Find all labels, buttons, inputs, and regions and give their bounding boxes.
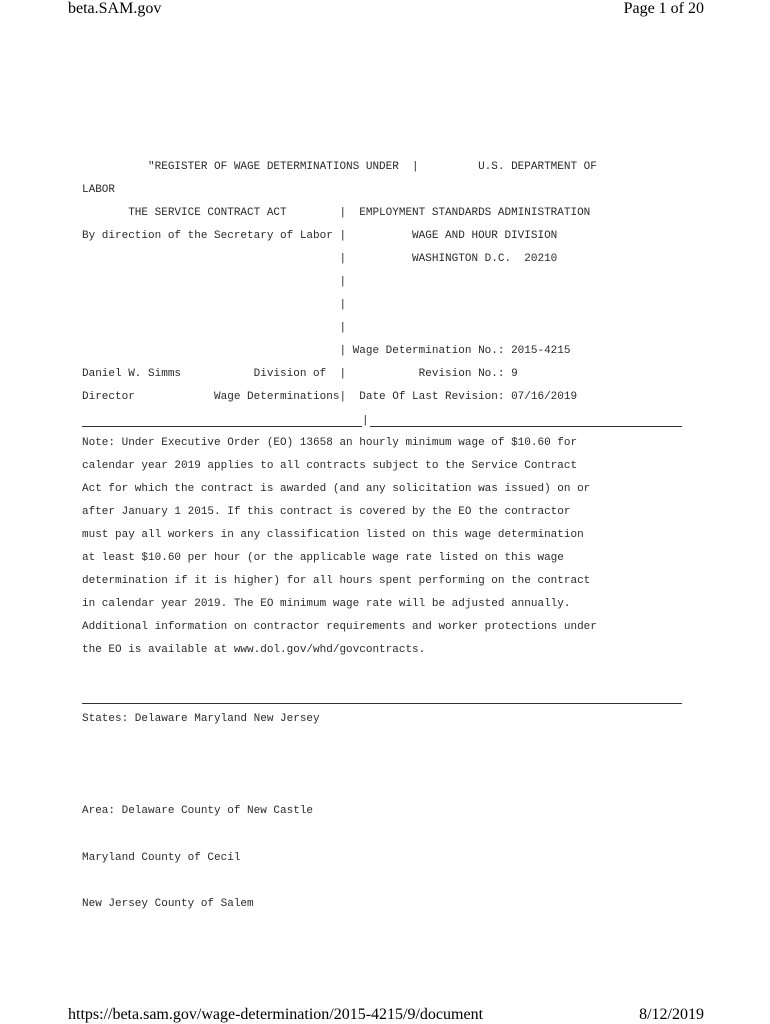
area-line: Area: Delaware County of New Castle	[82, 805, 314, 817]
note-line: calendar year 2019 applies to all contracts subject to the Service Contract	[82, 460, 578, 472]
note-line: Note: Under Executive Order (EO) 13658 an hourly minimum wage of $10.60 for	[82, 437, 578, 449]
page-indicator: Page 1 of 20	[623, 0, 704, 17]
heading-line: "REGISTER OF WAGE DETERMINATIONS UNDER | U.S. DEPARTMENT OF	[82, 161, 597, 173]
heading-line: By direction of the Secretary of Labor | WAGE AND HOUR DIVISION	[82, 230, 558, 242]
heading-line: THE SERVICE CONTRACT ACT | EMPLOYMENT STANDARDS ADMINISTRATION	[82, 207, 591, 219]
footer-url: https://beta.sam.gov/wage-determination/2015-4215/9/document	[68, 1006, 484, 1023]
heading-rule-divider: |	[362, 415, 369, 427]
heading-rule-left	[82, 426, 362, 427]
note-line: in calendar year 2019. The EO minimum wage rate will be adjusted annually.	[82, 598, 571, 610]
heading-line: Daniel W. Simms Division of | Revision No.: 9	[82, 368, 518, 380]
heading-line: | Wage Determination No.: 2015-4215	[82, 345, 571, 357]
heading-line: |	[82, 299, 347, 311]
heading-line: LABOR	[82, 184, 116, 196]
note-line: at least $10.60 per hour (or the applicable wage rate listed on this wage	[82, 552, 564, 564]
footer-date: 8/12/2019	[639, 1006, 704, 1023]
area-line: Maryland County of Cecil	[82, 852, 241, 864]
heading-rule-right	[370, 426, 682, 427]
header-site-name: beta.SAM.gov	[68, 0, 162, 17]
heading-line: |	[82, 276, 347, 288]
section-rule	[82, 703, 682, 704]
heading-line: |	[82, 322, 347, 334]
note-line: the EO is available at www.dol.gov/whd/govcontracts.	[82, 644, 426, 656]
note-line: Additional information on contractor requirements and worker protections under	[82, 621, 597, 633]
area-line: New Jersey County of Salem	[82, 898, 254, 910]
heading-line: | WASHINGTON D.C. 20210	[82, 253, 558, 265]
note-line: after January 1 2015. If this contract is covered by the EO the contractor	[82, 506, 571, 518]
heading-line: Director Wage Determinations| Date Of Last Revision: 07/16/2019	[82, 391, 578, 403]
note-line: determination if it is higher) for all hours spent performing on the contract	[82, 575, 591, 587]
states-line: States: Delaware Maryland New Jersey	[82, 713, 320, 725]
note-line: Act for which the contract is awarded (and any solicitation was issued) on or	[82, 483, 591, 495]
note-line: must pay all workers in any classification listed on this wage determination	[82, 529, 584, 541]
